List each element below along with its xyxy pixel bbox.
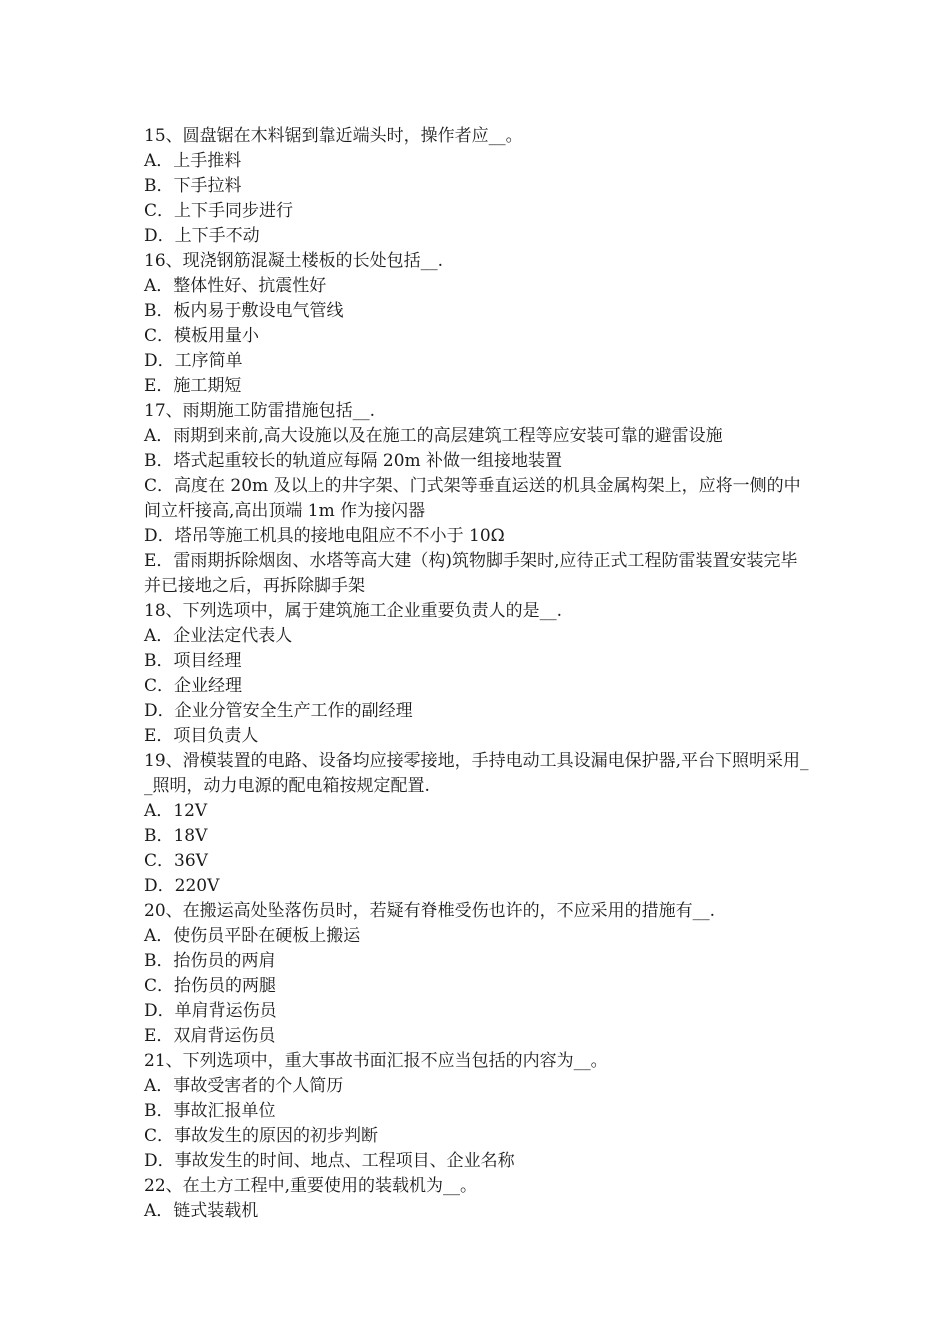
option-list [144,1074,814,1174]
option-e: E．项目负责人 [144,726,259,746]
option-d: D．企业分管安全生产工作的副经理 [144,701,413,721]
option-d: D．220V [144,876,220,896]
question-list [144,124,814,1224]
question-17 [144,399,814,599]
option-list [144,624,814,749]
question-stem: 20、在搬运高处坠落伤员时，若疑有脊椎受伤也许的，不应采用的措施有__. [144,901,716,921]
option-e: E．双肩背运伤员 [144,1026,276,1046]
option-b: B．塔式起重较长的轨道应每隔 20m 补做一组接地装置 [144,451,563,471]
option-b: B．项目经理 [144,651,242,671]
option-list [144,149,814,249]
question-18 [144,599,814,749]
option-d: D．上下手不动 [144,226,260,246]
option-c: C．抬伤员的两腿 [144,976,277,996]
option-c: C．事故发生的原因的初步判断 [144,1126,379,1146]
option-a: A．上手推料 [144,151,242,171]
option-a: A．12V [144,801,208,821]
question-stem: 15、圆盘锯在木料锯到靠近端头时，操作者应__。 [144,126,523,146]
question-20 [144,899,814,1049]
option-c: C．高度在 20m 及以上的井字架、门式架等垂直运送的机具金属构架上，应将一侧的中间立杆接高,高出顶端 1m 作为接闪器 [144,476,801,521]
option-c: C．企业经理 [144,676,243,696]
option-c: C．上下手同步进行 [144,201,294,221]
question-stem: 21、下列选项中，重大事故书面汇报不应当包括的内容为__。 [144,1051,608,1071]
option-d: D．单肩背运伤员 [144,1001,277,1021]
question-21 [144,1049,814,1174]
question-stem: 17、雨期施工防雷措施包括__. [144,401,376,421]
option-list [144,799,814,899]
option-a: A．事故受害者的个人简历 [144,1076,344,1096]
option-d: D．事故发生的时间、地点、工程项目、企业名称 [144,1151,515,1171]
option-c: C．36V [144,851,208,871]
option-list [144,424,814,599]
option-b: B．事故汇报单位 [144,1101,276,1121]
option-list [144,1199,814,1224]
question-stem: 22、在土方工程中,重要使用的装载机为__。 [144,1176,478,1196]
option-d: D．工序简单 [144,351,243,371]
question-15 [144,124,814,249]
option-a: A．雨期到来前,高大设施以及在施工的高层建筑工程等应安装可靠的避雷设施 [144,426,723,446]
option-b: B．板内易于敷设电气管线 [144,301,344,321]
option-b: B．抬伤员的两肩 [144,951,276,971]
question-stem: 18、下列选项中，属于建筑施工企业重要负责人的是__. [144,601,563,621]
option-a: A．整体性好、抗震性好 [144,276,327,296]
question-stem: 19、滑模装置的电路、设备均应接零接地，手持电动工具设漏电保护器,平台下照明采用__照明，动力电源的配电箱按规定配置. [144,751,809,796]
question-stem: 16、现浇钢筋混凝土楼板的长处包括__. [144,251,444,271]
option-list [144,274,814,399]
question-16 [144,249,814,399]
question-19 [144,749,814,899]
option-a: A．企业法定代表人 [144,626,293,646]
option-b: B．下手拉料 [144,176,242,196]
option-a: A．使伤员平卧在硬板上搬运 [144,926,361,946]
option-b: B．18V [144,826,208,846]
option-c: C．模板用量小 [144,326,260,346]
option-list [144,924,814,1049]
option-e: E．雷雨期拆除烟囱、水塔等高大建（构)筑物脚手架时,应待正式工程防雷装置安装完毕并已接地之后，再拆除脚手架 [144,551,798,596]
option-a: A．链式装载机 [144,1201,259,1221]
option-e: E．施工期短 [144,376,242,396]
option-d: D．塔吊等施工机具的接地电阻应不不小于 10Ω [144,526,505,546]
question-22 [144,1174,814,1224]
